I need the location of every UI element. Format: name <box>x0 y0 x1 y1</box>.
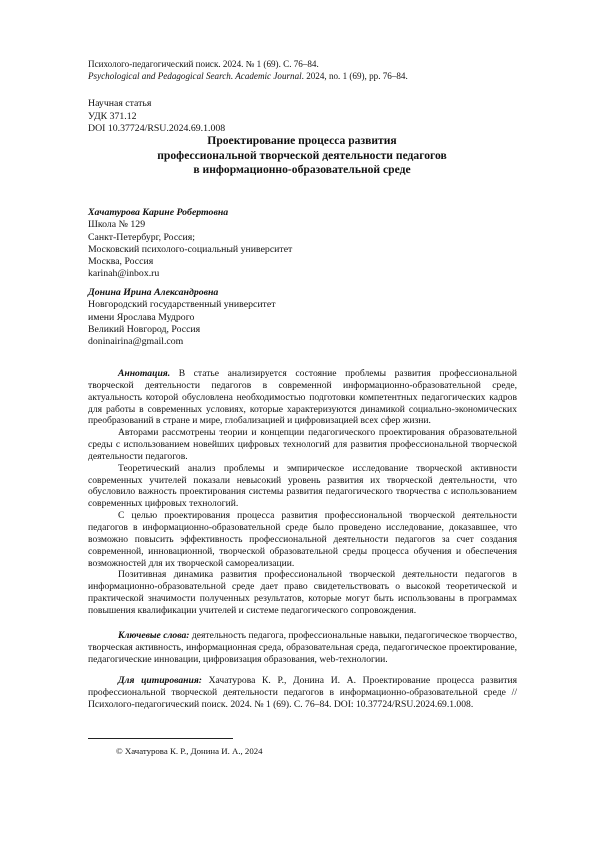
journal-issue-en: . 2024, no. 1 (69), pp. 76–84. <box>301 71 408 81</box>
author-email: karinah@inbox.ru <box>88 268 160 280</box>
author-affiliation: Школа № 129 <box>88 219 146 231</box>
author-name: Хачатурова Карине Робертовна <box>88 207 229 218</box>
journal-header <box>88 58 528 82</box>
abstract-label: Аннотация. <box>118 368 171 379</box>
title-line-1: Проектирование процесса развития <box>207 134 397 147</box>
copyright-notice: © Хачатурова К. Р., Донина И. А., 2024 <box>116 746 263 756</box>
doi: DOI 10.37724/RSU.2024.69.1.008 <box>88 123 226 134</box>
title-line-3: в информационно-образовательной среде <box>193 163 411 176</box>
citation-text: Хачатурова К. Р., Донина И. А. Проектирование процесса развития профессиональной творческой деятельности педагогов в информационно-образовательной среде // Психолого-педагогический поиск. 2024. № 1 (69). С. 76–84. DOI: 10.37724/RSU.2024.69.1.008. <box>88 675 517 710</box>
author-affiliation: Новгородский государственный университет <box>88 299 276 311</box>
author-affiliation: Московский психолого-социальный университет <box>88 243 293 255</box>
keywords-label: Ключевые слова: <box>118 630 190 641</box>
journal-citation-ru: Психолого-педагогический поиск. 2024. № 1 (69). С. 76–84. <box>88 59 319 69</box>
author-block-1 <box>88 207 292 281</box>
footnote-divider <box>88 738 233 739</box>
article-title <box>88 134 516 178</box>
udc-code: УДК 371.12 <box>88 110 137 122</box>
journal-citation-en <box>88 70 528 82</box>
author-name: Донина Ирина Александровна <box>88 287 219 298</box>
author-affiliation: Великий Новгород, Россия <box>88 323 201 335</box>
journal-name-en: Psychological and Pedagogical Search. Academic Journal <box>88 71 302 81</box>
citation <box>88 675 517 711</box>
article-meta <box>88 98 225 136</box>
author-block-2 <box>88 287 275 348</box>
abstract-paragraph: Авторами рассмотрены теории и концепции педагогического проектирования образовательной среды с использованием новейших цифровых технологий для развития профессиональной творческой деятельности педагогов. <box>88 427 517 462</box>
author-affiliation: имени Ярослава Мудрого <box>88 311 195 323</box>
author-affiliation: Санкт-Петербург, Россия; <box>88 231 195 243</box>
author-affiliation: Москва, Россия <box>88 256 154 268</box>
author-email: doninairina@gmail.com <box>88 336 184 348</box>
abstract-text: В статье анализируется состояние проблемы развития профессиональной творческой деятельности педагогов в современной информационно-образовательной среде, актуальность которой обусловлена необходимостью подготовки компетентных педагогических кадров для работы в современных условиях, которые характеризуются динамикой социально-экономических преобразований в стране и мире, глобализацией и цифровизацией всех сфер жизни. <box>88 368 517 427</box>
title-line-2: профессиональной творческой деятельности педагогов <box>157 148 447 162</box>
abstract-paragraph: Теоретический анализ проблемы и эмпирическое исследование творческой активности современных учителей показали невысокий уровень развития их творческой деятельности, что обусловило важность проектирования системы развития педагогического творчества с использованием современных цифровых технологий. <box>88 462 517 510</box>
keywords-text: деятельность педагога, профессиональные навыки, педагогическое творчество, творческая активность, информационная среда, образовательная среда, педагогическое проектирование, педагогические инновации, цифровизация образования, web-технологии. <box>88 630 517 665</box>
abstract <box>88 368 517 617</box>
abstract-paragraph: С целью проектирования процесса развития профессиональной творческой деятельности педагогов в информационно-образовательной среде было проведено исследование, доказавшее, что возможно повысить эффективность профессиональной деятельности педагогов за счет создания современной, инновационной, творческой образовательной среды процесса обучения и обеспечения возможностей для их творческой самореализации. <box>88 510 517 569</box>
keywords <box>88 630 517 666</box>
abstract-paragraph <box>88 368 517 427</box>
citation-label: Для цитирования: <box>118 675 202 686</box>
abstract-paragraph: Позитивная динамика развития профессиональной творческой деятельности педагогов в информационно-образовательной среде дает право свидетельствовать о высокой теоретической и практической значимости полученных результатов, которые могут быть использованы в программах повышения квалификации учителей и системе педагогического сопровождения. <box>88 569 517 616</box>
article-type: Научная статья <box>88 98 152 109</box>
